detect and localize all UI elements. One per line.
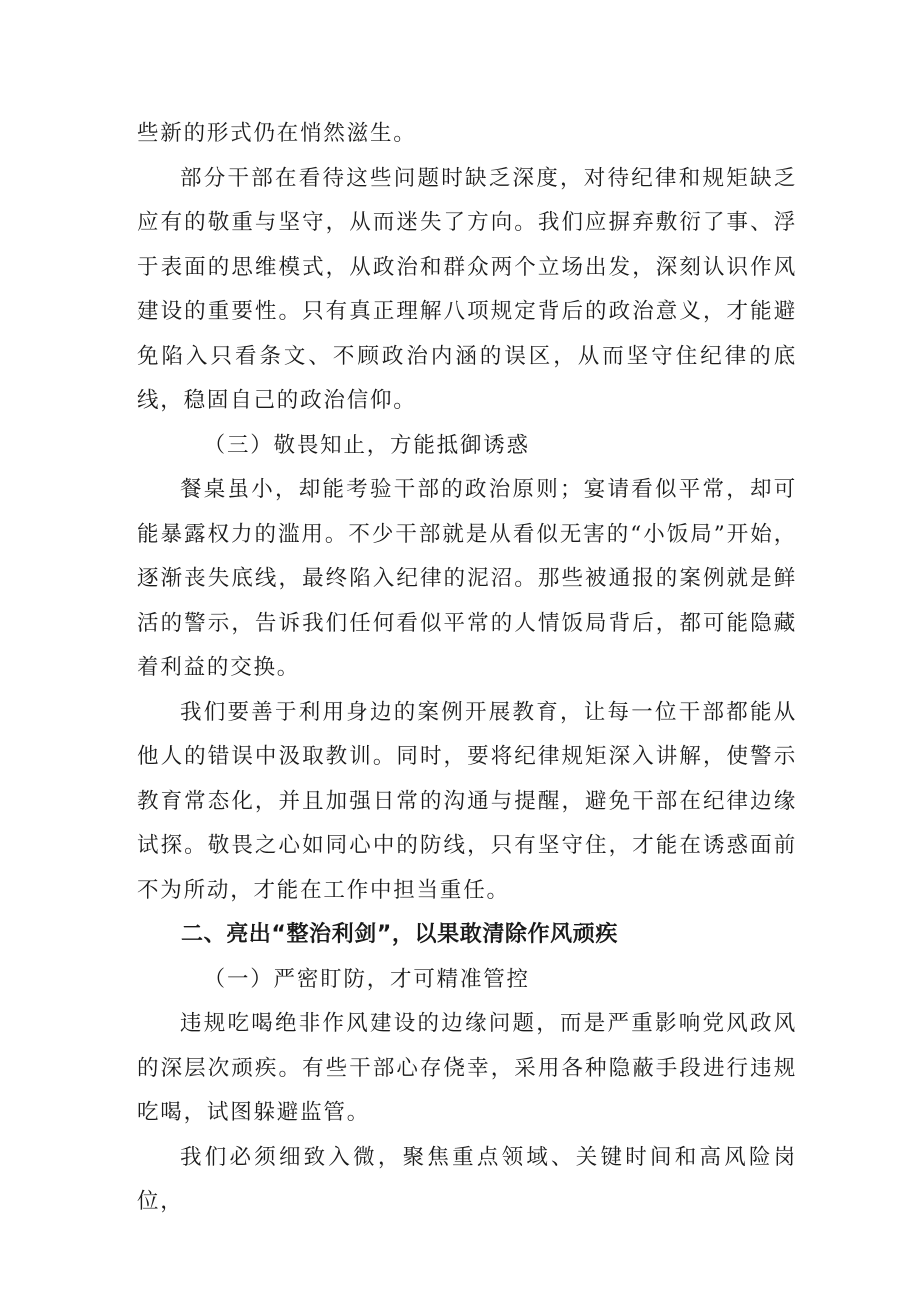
section-heading: 二、亮出“整治利剑”，以果敢清除作风顽疾: [181, 922, 618, 947]
paragraph-continued: 些新的形式仍在悄然滋生。: [137, 121, 417, 146]
paragraph: 违规吃喝绝非作风建设的边缘问题，而是严重影响党风政风的深层次顽疾。有些干部心存侥幸，采用各种隐蔽手段进行违规吃喝，试图躲避监管。: [137, 1011, 797, 1125]
paragraph: 我们必须细致入微，聚焦重点领域、关键时间和高风险岗位，: [137, 1144, 797, 1214]
section-subheading: （三）敬畏知止，方能抵御诱惑: [203, 432, 530, 458]
document-body: [137, 112, 797, 1225]
section-subheading: （一）严密盯防，才可精准管控: [203, 966, 530, 992]
paragraph: 餐桌虽小，却能考验干部的政治原则；宴请看似平常，却可能暴露权力的滥用。不少干部就是从看似无害的“小饭局”开始，逐渐丧失底线，最终陷入纪律的泥沼。那些被通报的案例就是鲜活的警示，告诉我们任何看似平常的人情饭局背后，都可能隐藏着利益的交换。: [137, 477, 797, 680]
paragraph: 部分干部在看待这些问题时缺乏深度，对待纪律和规矩缺乏应有的敬重与坚守，从而迷失了方向。我们应摒弃敷衍了事、浮于表面的思维模式，从政治和群众两个立场出发，深刻认识作风建设的重要性。只有真正理解八项规定背后的政治意义，才能避免陷入只看条文、不顾政治内涵的误区，从而坚守住纪律的底线，稳固自己的政治信仰。: [137, 165, 797, 413]
paragraph: 我们要善于利用身边的案例开展教育，让每一位干部都能从他人的错误中汲取教训。同时，要将纪律规矩深入讲解，使警示教育常态化，并且加强日常的沟通与提醒，避免干部在纪律边缘试探。敬畏之心如同心中的防线，只有坚守住，才能在诱惑面前不为所动，才能在工作中担当重任。: [137, 699, 797, 903]
